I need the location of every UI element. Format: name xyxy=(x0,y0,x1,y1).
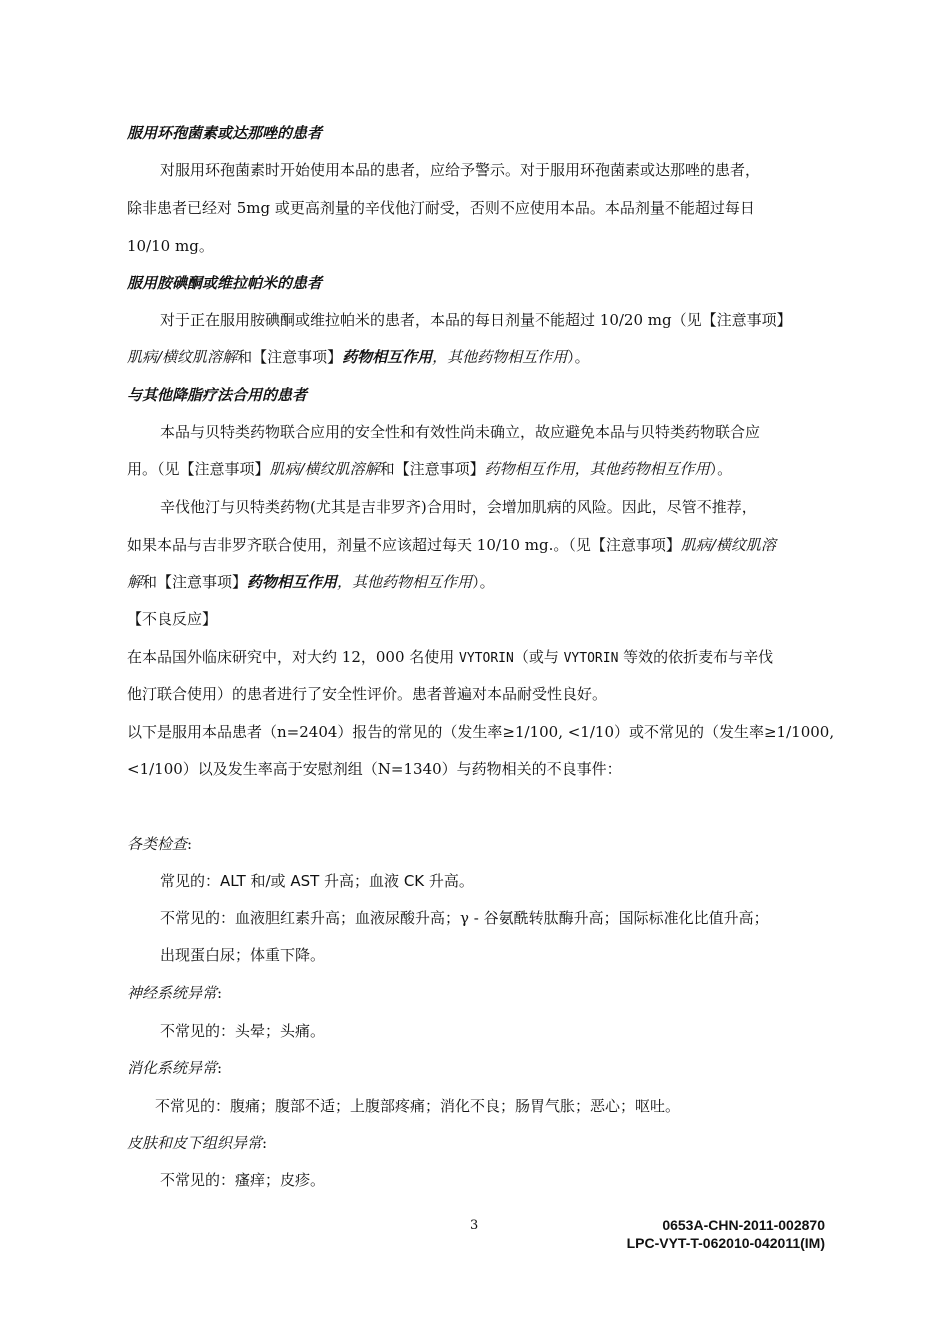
document-code: 0653A-CHN-2011-002870 xyxy=(662,1217,825,1233)
paragraph-line: 除非患者已经对 5mg 或更高剂量的辛伐他汀耐受，否则不应使用本品。本品剂量不能超过每日 xyxy=(127,199,755,217)
section-heading: 与其他降脂疗法合用的患者 xyxy=(127,386,308,404)
paragraph-line: 以下是服用本品患者（n=2404）报告的常见的（发生率≥1/100, <1/10）或不常见的（发生率≥1/1000, xyxy=(127,723,835,741)
paragraph-line: 辛伐他汀与贝特类药物(尤其是吉非罗齐)合用时，会增加肌病的风险。因此，尽管不推荐， xyxy=(160,498,757,516)
list-item: 常见的：ALT 和/或 AST 升高；血液 CK 升高。 xyxy=(160,872,474,890)
category-heading: 神经系统异常: xyxy=(127,984,223,1002)
section-heading: 【不良反应】 xyxy=(127,610,218,628)
paragraph-line: 他汀联合使用）的患者进行了安全性评价。患者普遍对本品耐受性良好。 xyxy=(127,685,608,703)
paragraph-line: 对于正在服用胺碘酮或维拉帕米的患者，本品的每日剂量不能超过 10/20 mg（见【注意事项】 xyxy=(160,311,792,329)
category-heading: 各类检查: xyxy=(127,835,193,853)
category-heading: 皮肤和皮下组织异常: xyxy=(127,1134,268,1152)
paragraph-line: 对服用环孢菌素时开始使用本品的患者，应给予警示。对于服用环孢菌素或达那唑的患者， xyxy=(160,161,761,179)
list-item: 不常见的：瘙痒；皮疹。 xyxy=(160,1171,326,1189)
list-item: 出现蛋白尿；体重下降。 xyxy=(160,946,326,964)
paragraph-line: 本品与贝特类药物联合应用的安全性和有效性尚未确立，故应避免本品与贝特类药物联合应 xyxy=(160,423,761,441)
list-item: 不常见的：血液胆红素升高；血液尿酸升高；γ - 谷氨酰转肽酶升高；国际标准化比值升高； xyxy=(160,909,769,927)
paragraph-line: 在本品国外临床研究中，对大约 12，000 名使用 VYTORIN（或与 VYTORIN 等效的依折麦布与辛伐 xyxy=(127,648,774,666)
paragraph-line: 如果本品与吉非罗齐联合使用，剂量不应该超过每天 10/10 mg.。（见【注意事项】肌病/横纹肌溶 xyxy=(127,536,776,554)
section-heading: 服用环孢菌素或达那唑的患者 xyxy=(127,124,323,142)
paragraph-line: 肌病/横纹肌溶解和【注意事项】药物相互作用，其他药物相互作用）。 xyxy=(127,348,590,366)
section-heading: 服用胺碘酮或维拉帕米的患者 xyxy=(127,274,323,292)
list-item: 不常见的：腹痛；腹部不适；上腹部疼痛；消化不良；肠胃气胀；恶心；呕吐。 xyxy=(155,1097,681,1115)
list-item: 不常见的：头晕；头痛。 xyxy=(160,1022,326,1040)
document-code: LPC-VYT-T-062010-042011(IM) xyxy=(626,1235,825,1251)
paragraph-line: <1/100）以及发生率高于安慰剂组（N=1340）与药物相关的不良事件： xyxy=(127,760,622,778)
paragraph-line: 解和【注意事项】药物相互作用，其他药物相互作用）。 xyxy=(127,573,495,591)
category-heading: 消化系统异常: xyxy=(127,1059,223,1077)
paragraph-line: 用。（见【注意事项】肌病/横纹肌溶解和【注意事项】药物相互作用，其他药物相互作用）。 xyxy=(127,460,733,478)
paragraph-line: 10/10 mg。 xyxy=(127,237,214,255)
page-number: 3 xyxy=(470,1218,479,1233)
